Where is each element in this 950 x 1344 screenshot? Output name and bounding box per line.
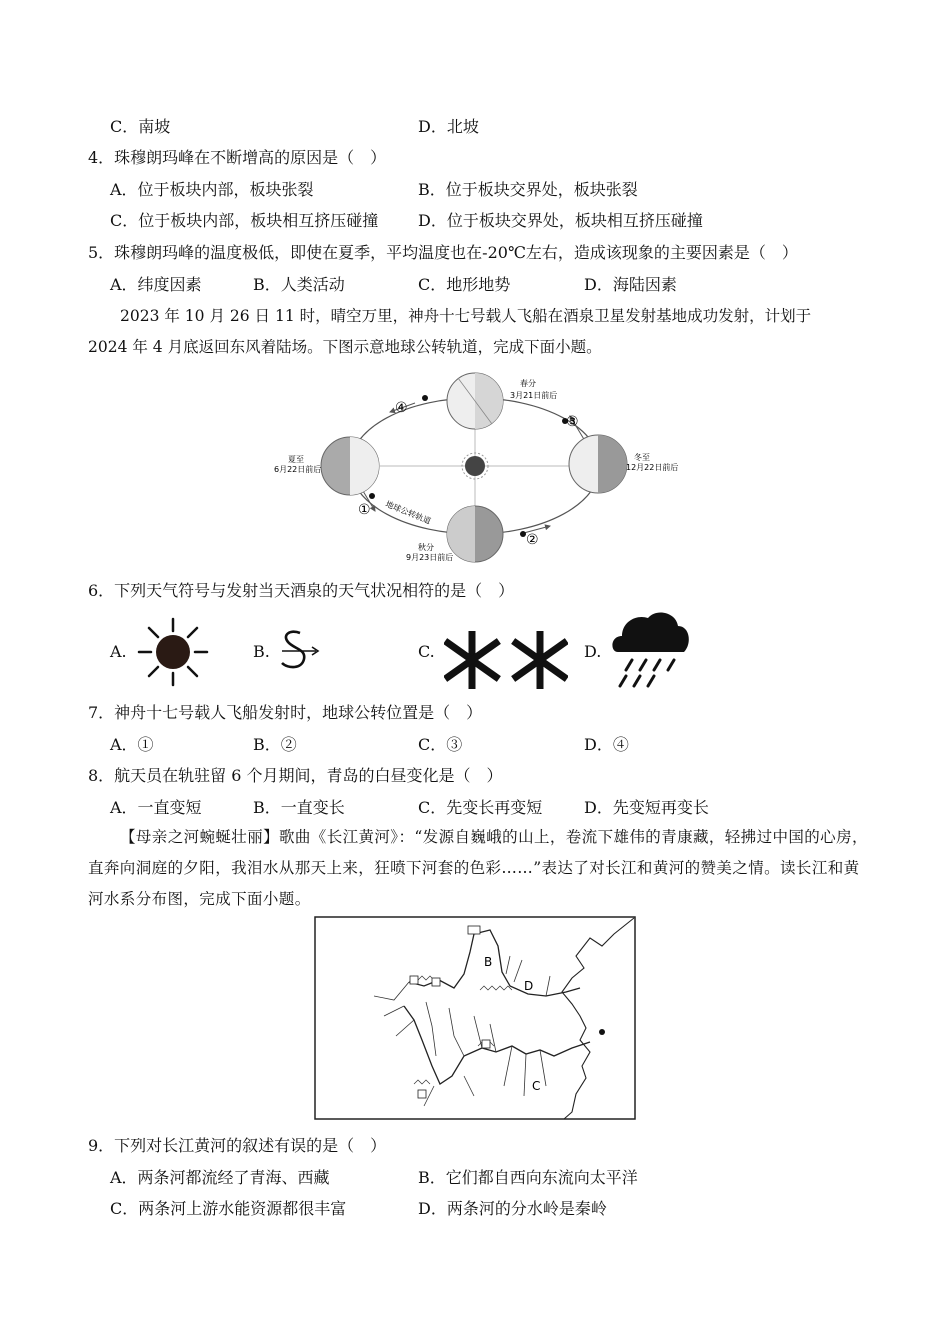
q5-option-a: A．纬度因素 <box>110 275 202 294</box>
intro2-text: 【母亲之河蜿蜒壮丽】歌曲《长江黄河》：“发源自巍峨的山上，卷流下雄伟的青康藏，轻拂过中国的心房，直奔向洞庭的夕阳，我泪水从那天上来，狂喷下河套的色彩……”表达了对长江和黄河的赞美之情。读长江和黄河水系分布图，完成下面小题。 <box>88 828 868 908</box>
rain-icon <box>612 608 692 690</box>
q7-option-d: D．④ <box>584 735 629 754</box>
earth-spring-icon <box>447 373 503 429</box>
spring-label: 春分 <box>520 379 536 388</box>
q5-stem: 5．珠穆朗玛峰的温度极低，即使在夏季，平均温度也在-20℃左右，造成该现象的主要因素是（ ） <box>88 243 798 262</box>
q8-stem: 8．航天员在轨驻留 6 个月期间，青岛的白昼变化是（ ） <box>88 766 503 785</box>
q6-option-d: D. <box>584 642 602 661</box>
spring-date: 3月21日前后 <box>510 391 558 400</box>
autumn-date: 9月23日前后 <box>406 553 454 562</box>
q9-option-c: C．两条河上游水能资源都很丰富 <box>110 1199 347 1218</box>
winter-date: 12月22日前后 <box>626 463 679 472</box>
q5-option-d: D．海陆因素 <box>584 275 677 294</box>
position-3: ③ <box>566 414 579 430</box>
q3-option-d: D．北坡 <box>418 117 479 136</box>
river-system-map <box>314 916 636 1120</box>
map-label-b: B <box>484 955 493 969</box>
earth-autumn-icon <box>447 506 503 562</box>
position-2: ② <box>526 532 539 548</box>
earth-orbit-diagram <box>270 366 680 566</box>
sun-icon <box>465 456 485 476</box>
q9-stem: 9．下列对长江黄河的叙述有误的是（ ） <box>88 1136 387 1155</box>
q9-option-a: A．两条河都流经了青海、西藏 <box>110 1168 330 1187</box>
q6-option-a: A. <box>110 642 127 661</box>
orbit-label: 地球公转轨道 <box>384 499 433 526</box>
q4-option-b: B．位于板块交界处，板块张裂 <box>418 180 638 199</box>
winter-label: 冬至 <box>634 453 650 462</box>
map-label-c: C <box>532 1079 541 1093</box>
q6-option-b: B. <box>253 642 270 661</box>
position-4: ④ <box>395 400 408 416</box>
summer-label: 夏至 <box>288 455 304 464</box>
q4-stem: 4．珠穆朗玛峰在不断增高的原因是（ ） <box>88 148 387 167</box>
q8-option-a: A．一直变短 <box>110 798 202 817</box>
q3-option-c: C．南坡 <box>110 117 171 136</box>
earth-winter-icon <box>569 435 627 493</box>
q8-option-c: C．先变长再变短 <box>418 798 543 817</box>
q7-stem: 7．神舟十七号载人飞船发射时，地球公转位置是（ ） <box>88 703 483 722</box>
q7-option-c: C．③ <box>418 735 463 754</box>
map-label-d: D <box>524 979 534 993</box>
autumn-label: 秋分 <box>418 543 434 552</box>
q6-option-c: C. <box>418 642 435 661</box>
snow-icon <box>444 631 568 689</box>
q9-option-d: D．两条河的分水岭是秦岭 <box>418 1199 607 1218</box>
q4-option-d: D．位于板块交界处，板块相互挤压碰撞 <box>418 211 703 230</box>
q8-option-d: D．先变短再变长 <box>584 798 709 817</box>
q9-option-b: B．它们都自西向东流向太平洋 <box>418 1168 638 1187</box>
q4-option-c: C．位于板块内部，板块相互挤压碰撞 <box>110 211 379 230</box>
q8-option-b: B．一直变长 <box>253 798 345 817</box>
intro2-paragraph <box>88 822 868 915</box>
q5-option-b: B．人类活动 <box>253 275 345 294</box>
intro1-line2: 2024 年 4 月底返回东风着陆场。下图示意地球公转轨道，完成下面小题。 <box>88 338 602 356</box>
intro1-line1: 2023 年 10 月 26 日 11 时，晴空万里，神舟十七号载人飞船在酒泉卫星发射基地成功发射，计划于 <box>120 307 812 325</box>
q7-option-a: A．① <box>110 735 154 754</box>
q6-stem: 6．下列天气符号与发射当天酒泉的天气状况相符的是（ ） <box>88 581 515 600</box>
sunny-icon <box>136 617 210 687</box>
sandstorm-icon <box>278 627 322 673</box>
q7-option-b: B．② <box>253 735 297 754</box>
q4-option-a: A．位于板块内部，板块张裂 <box>110 180 314 199</box>
q5-option-c: C．地形地势 <box>418 275 511 294</box>
earth-summer-icon <box>321 437 379 495</box>
summer-date: 6月22日前后 <box>274 465 322 474</box>
position-1: ① <box>358 502 371 518</box>
